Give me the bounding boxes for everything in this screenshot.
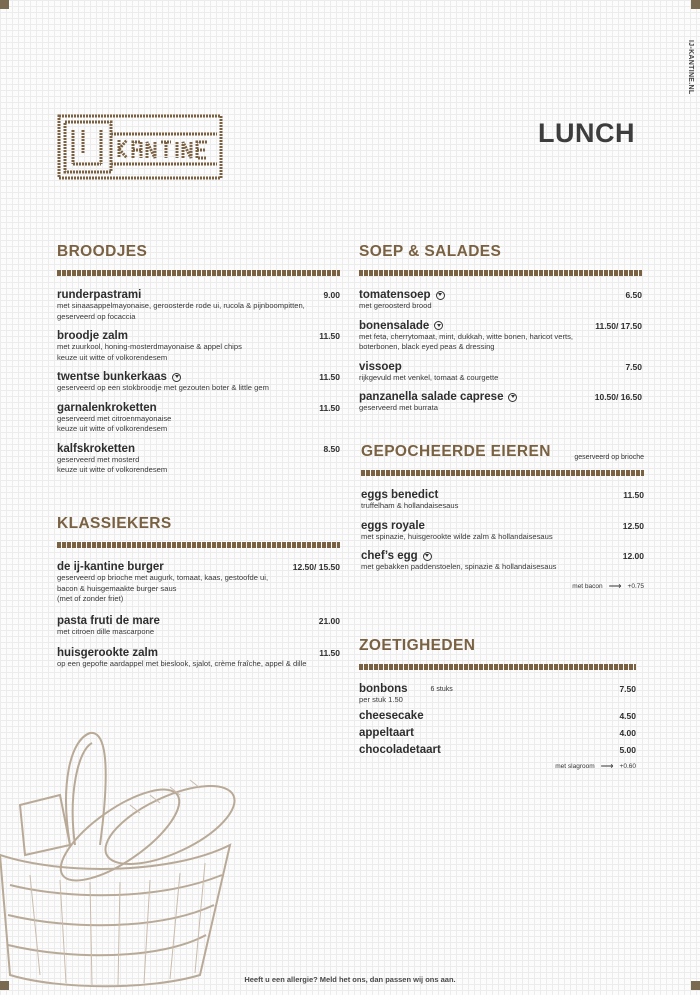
item-description: (met of zonder friet) bbox=[57, 594, 124, 603]
item-name: vissoep bbox=[359, 360, 402, 373]
item-price: 11.50 bbox=[319, 331, 340, 341]
item-name: runderpastrami bbox=[57, 289, 142, 301]
item-price: 12.00 bbox=[622, 551, 644, 561]
item-name: bonensalade bbox=[359, 319, 430, 332]
menu-item bbox=[359, 727, 636, 739]
item-price: 10.50/ 16.50 bbox=[594, 392, 642, 402]
bread-basket-illustration bbox=[0, 725, 260, 995]
item-description: geserveerd met burrata bbox=[359, 403, 438, 412]
item-name: pasta fruti de mare bbox=[57, 614, 160, 627]
menu-item bbox=[359, 744, 636, 756]
item-description: keuze uit witte of volkorendesem bbox=[57, 465, 168, 474]
vegetarian-icon bbox=[434, 321, 443, 330]
item-description: met citroen dille mascarpone bbox=[57, 626, 155, 636]
section-note: geserveerd op brioche bbox=[574, 454, 644, 461]
section-title: GEPOCHEERDE EIEREN bbox=[361, 443, 551, 460]
item-name: eggs royale bbox=[361, 519, 425, 532]
item-price: 11.50 bbox=[623, 490, 644, 500]
item-name: kalfskroketten bbox=[57, 442, 135, 455]
item-price: 11.50 bbox=[319, 402, 340, 413]
item-description: met zuurkool, honing-mosterdmayonaise & appel chips bbox=[57, 342, 242, 351]
menu-item bbox=[57, 330, 340, 363]
corner-mark bbox=[691, 0, 700, 9]
item-description: keuze uit witte of volkorendesem bbox=[57, 424, 168, 433]
menu-item bbox=[359, 391, 642, 414]
item-name: eggs benedict bbox=[361, 489, 439, 501]
extra-price: +0.75 bbox=[627, 582, 644, 590]
menu-item bbox=[57, 615, 340, 638]
item-description: truffelham & hollandaisesaus bbox=[361, 501, 459, 510]
item-price: 11.50 bbox=[319, 648, 340, 658]
item-price: 5.00 bbox=[619, 744, 636, 755]
menu-item bbox=[359, 683, 636, 706]
item-description: geserveerd met citroenmayonaise bbox=[57, 413, 172, 423]
section-title: ZOETIGHEDEN bbox=[359, 637, 476, 654]
item-description: per stuk 1.50 bbox=[359, 695, 403, 704]
item-price: 7.50 bbox=[619, 684, 636, 694]
menu-item bbox=[57, 402, 340, 435]
section-divider bbox=[359, 270, 642, 276]
item-price: 11.50 bbox=[319, 372, 340, 382]
item-description: met gebakken paddenstoelen, spinazie & hollandaisesaus bbox=[361, 562, 557, 571]
item-name: cheesecake bbox=[359, 709, 424, 722]
extra-option bbox=[361, 581, 644, 592]
item-description: met sinaasappelmayonaise, geroosterde rode ui, rucola & pijnboompitten, geserveerd op focaccia bbox=[57, 301, 305, 321]
vegetarian-icon bbox=[436, 291, 445, 300]
item-name: huisgerookte zalm bbox=[57, 647, 158, 659]
item-name: twentse bunkerkaas bbox=[57, 371, 167, 383]
item-price: 8.50 bbox=[323, 443, 340, 454]
item-description: keuze uit witte of volkorendesem bbox=[57, 352, 168, 362]
item-name: bonbons bbox=[359, 683, 408, 695]
menu-item bbox=[361, 520, 644, 543]
section-divider bbox=[361, 470, 644, 476]
item-description: op een gepofte aardappel met bieslook, sjalot, crème fraîche, appel & dille bbox=[57, 659, 307, 668]
menu-item bbox=[361, 550, 644, 573]
section-gepocheerde-eieren bbox=[361, 443, 644, 592]
extra-price: +0.60 bbox=[619, 762, 636, 770]
corner-mark bbox=[0, 0, 9, 9]
allergy-notice: Heeft u een allergie? Meld het ons, dan passen wij ons aan. bbox=[244, 975, 456, 984]
extra-label: met bacon bbox=[572, 582, 603, 590]
extra-label: met slagroom bbox=[555, 762, 595, 770]
section-klassiekers bbox=[57, 515, 340, 678]
item-description: geserveerd met mosterd bbox=[57, 454, 140, 464]
vegetarian-icon bbox=[172, 373, 181, 382]
item-description: rijkgevuld met venkel, tomaat & courgette bbox=[359, 372, 499, 382]
section-title: BROODJES bbox=[57, 243, 148, 260]
item-name: chocoladetaart bbox=[359, 743, 441, 756]
menu-item bbox=[57, 647, 340, 670]
menu-item bbox=[57, 561, 340, 605]
item-price: 12.50/ 15.50 bbox=[292, 562, 340, 572]
item-price: 4.50 bbox=[619, 710, 636, 721]
item-price: 11.50/ 17.50 bbox=[595, 320, 642, 331]
item-description: geserveerd op een stokbroodje met gezouten boter & little gem bbox=[57, 383, 269, 392]
menu-item bbox=[359, 320, 642, 353]
item-name: broodje zalm bbox=[57, 330, 128, 342]
section-zoetigheden bbox=[359, 637, 636, 772]
item-price: 4.00 bbox=[619, 727, 636, 738]
item-name: panzanella salade caprese bbox=[359, 391, 504, 403]
section-broodjes bbox=[57, 243, 340, 484]
section-divider bbox=[57, 270, 340, 276]
item-price: 21.00 bbox=[318, 615, 340, 626]
ij-kantine-logo bbox=[57, 114, 223, 185]
section-title: KLASSIEKERS bbox=[57, 515, 172, 532]
item-description: met geroosterd brood bbox=[359, 301, 432, 310]
menu-item bbox=[361, 489, 644, 512]
menu-item bbox=[359, 710, 636, 722]
item-price: 12.50 bbox=[622, 520, 644, 531]
item-price: 7.50 bbox=[625, 361, 642, 372]
item-name: chef’s egg bbox=[361, 550, 418, 562]
menu-item bbox=[359, 289, 642, 312]
menu-item bbox=[57, 443, 340, 476]
menu-item bbox=[359, 361, 642, 384]
vegetarian-icon bbox=[508, 393, 517, 402]
item-description: met spinazie, huisgerookte wilde zalm & hollandaisesaus bbox=[361, 531, 553, 541]
section-divider bbox=[57, 542, 340, 548]
section-soep-salades bbox=[359, 243, 642, 422]
item-description: met feta, cherrytomaat, mint, dukkah, witte bonen, haricot verts, boterbonen, black eyed peas & dressing bbox=[359, 331, 573, 351]
item-name: appeltaart bbox=[359, 726, 414, 739]
item-price: 9.00 bbox=[323, 290, 340, 300]
menu-item bbox=[57, 289, 340, 322]
arrow-right-icon: ⟶ bbox=[600, 760, 614, 771]
item-description: geserveerd op brioche met augurk, tomaat, kaas, gestoofde ui, bacon & huisgemaakte burger saus bbox=[57, 573, 269, 593]
vegetarian-icon bbox=[423, 552, 432, 561]
item-name: tomatensoep bbox=[359, 289, 431, 301]
section-title: SOEP & SALADES bbox=[359, 243, 502, 260]
section-divider bbox=[359, 664, 636, 670]
menu-item bbox=[57, 371, 340, 394]
arrow-right-icon: ⟶ bbox=[608, 580, 622, 591]
extra-option bbox=[359, 761, 636, 772]
item-quantity: 6 stuks bbox=[430, 685, 453, 693]
item-price: 6.50 bbox=[625, 290, 642, 300]
page-title: LUNCH bbox=[538, 118, 635, 148]
item-name: garnalenkroketten bbox=[57, 401, 157, 414]
item-name: de ij-kantine burger bbox=[57, 561, 164, 573]
website-url[interactable]: IJ-KANTINE.NL bbox=[687, 40, 694, 95]
